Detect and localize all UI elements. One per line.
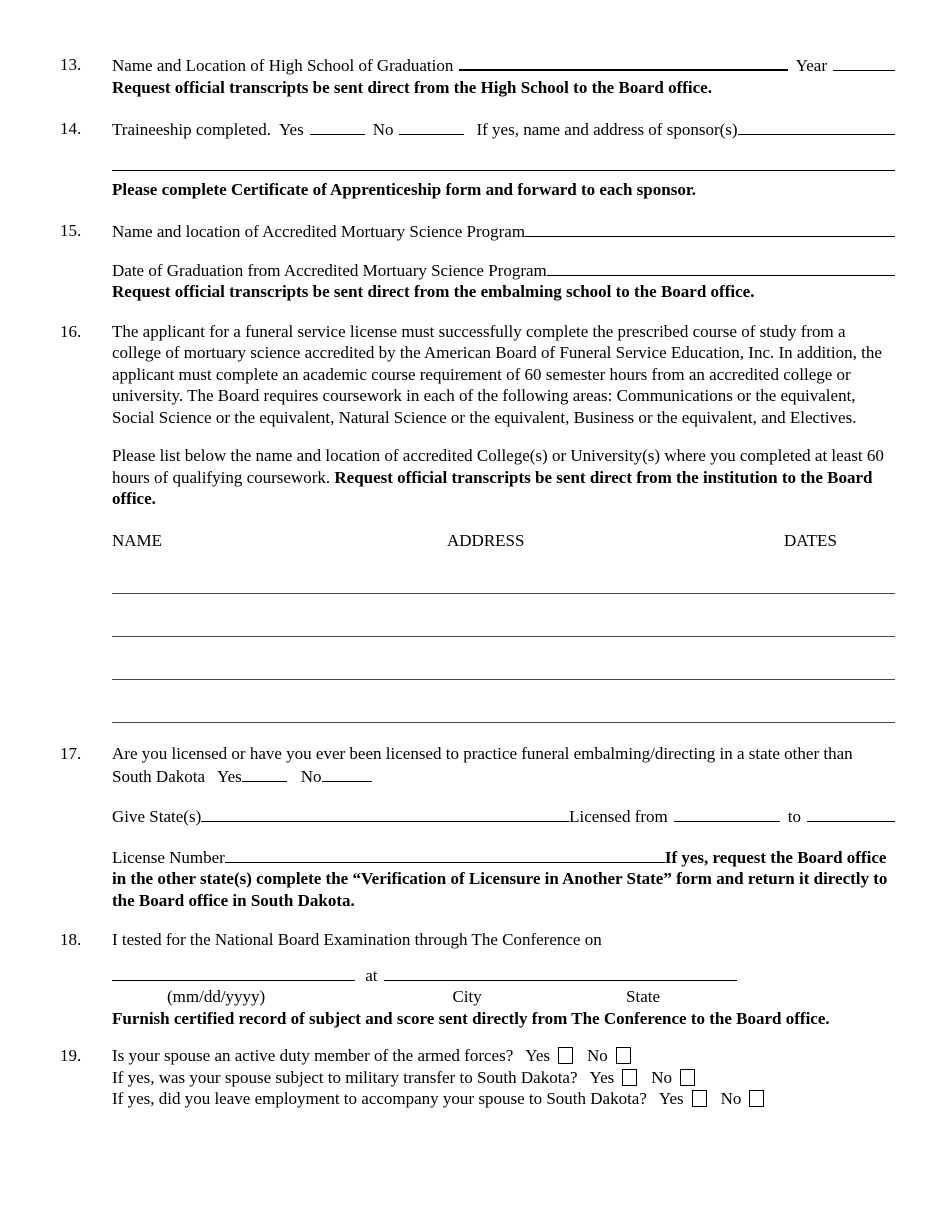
item-13 [60,54,895,98]
item-15 [60,220,895,303]
item-14-yes-label: Yes [278,120,304,139]
column-address-header: ADDRESS [447,530,525,550]
year-blank[interactable] [833,54,895,71]
spouse-active-duty-no-checkbox[interactable] [616,1047,631,1064]
item-15-line2 [112,259,895,282]
item-17 [60,743,895,911]
licensed-from-label: Licensed from [569,807,668,826]
leave-employment-yes-checkbox[interactable] [692,1090,707,1107]
row3-no-label: No [720,1089,742,1108]
column-name-header: NAME [112,530,163,550]
item-14-line [112,118,895,141]
row3-yes-label: Yes [658,1089,684,1108]
sponsor-name-blank[interactable] [738,118,895,135]
exam-location-blank[interactable] [384,964,737,981]
item-16-paragraph-2-note: Request official transcripts be sent direct from the institution to the Board office. [112,467,873,508]
item-17-note: If yes, request the Board office in the other state(s) complete the “Verification of Licensure in Another State” form and return it directly to the Board office in South Dakota. [112,847,888,910]
row1-no-label: No [587,1046,608,1065]
licensed-to-label: to [787,807,801,826]
military-transfer-question: If yes, was your spouse subject to military transfer to South Dakota? [112,1067,578,1087]
item-13-line [112,54,895,77]
item-15-line1 [112,220,895,243]
leave-employment-question: If yes, did you leave employment to accompany your spouse to South Dakota? [112,1089,647,1108]
item-15-number: 15. [60,221,82,240]
item-18-number: 18. [60,930,82,949]
military-transfer-yes-checkbox[interactable] [622,1069,637,1086]
column-dates-header: DATES [784,530,837,550]
item-19-row-1 [112,1045,895,1067]
at-label: at [365,965,378,985]
military-transfer-no-checkbox[interactable] [680,1069,695,1086]
item-17-no-label: No [300,766,322,786]
give-states-blank[interactable] [201,805,569,822]
item-18-exam-line [112,964,895,987]
licensed-other-state-yes-blank[interactable] [242,765,287,782]
item-18-note: Furnish certified record of subject and score sent directly from The Conference to the Board office. [112,1008,830,1028]
city-label: City [452,987,482,1006]
item-14-number: 14. [60,119,82,138]
college-row-line-1[interactable] [112,551,895,594]
traineeship-no-blank[interactable] [399,118,464,135]
license-number-label: License Number [112,847,225,867]
year-label: Year [795,56,827,75]
item-19-number: 19. [60,1046,82,1065]
high-school-blank[interactable] [459,54,787,71]
item-14-ifyes-label: If yes, name and address of sponsor(s) [476,120,738,139]
item-14-note: Please complete Certificate of Apprenticeship form and forward to each sponsor. [112,179,697,199]
item-16-paragraph-2 [112,445,895,510]
give-states-label: Give State(s) [112,807,202,826]
graduation-date-label: Date of Graduation from Accredited Mortuary Science Program [112,260,547,280]
mortuary-program-label: Name and location of Accredited Mortuary Science Program [112,222,526,241]
state-label: State [626,987,661,1006]
college-row-line-4[interactable] [112,680,895,723]
college-row-line-2[interactable] [112,594,895,637]
graduation-date-blank[interactable] [547,259,895,276]
item-14-no-label: No [372,120,394,139]
license-number-blank[interactable] [225,846,665,863]
item-18-sublabels [112,986,895,1008]
item-19 [60,1045,895,1110]
item-17-question-text: Are you licensed or have you ever been licensed to practice funeral embalming/directing in a state other than South Dakota [112,744,853,786]
date-format-label: (mm/dd/yyyy) [167,987,266,1006]
row1-yes-label: Yes [525,1046,550,1065]
item-15-note: Request official transcripts be sent direct from the embalming school to the Board office. [112,282,755,301]
licensed-from-blank[interactable] [674,805,780,822]
traineeship-yes-blank[interactable] [310,118,365,135]
item-17-question [112,743,895,787]
row2-no-label: No [651,1067,673,1087]
item-17-yes-label: Yes [217,766,242,786]
spouse-active-duty-question: Is your spouse an active duty member of the armed forces? [112,1046,514,1065]
licensed-other-state-no-blank[interactable] [322,765,372,782]
item-18-line1: I tested for the National Board Examination through The Conference on [112,930,602,949]
item-18 [60,929,895,1029]
item-13-label: Name and Location of High School of Graduation [112,56,454,75]
item-17-states-line [112,805,895,828]
mortuary-program-blank[interactable] [525,220,895,237]
item-16-paragraph-1: The applicant for a funeral service license must successfully complete the prescribed course of study from a college of mortuary science accredited by the American Board of Funeral Service Education, Inc. In addition, the applicant must complete an academic course requirement of 60 semester hours from an accredited college or university. The Board requires coursework in each of the following areas: Communications or the equivalent, Social Science or the equivalent, Natural Science or the equivalent, Business or the equivalent, and Electives. [112,321,882,427]
item-13-number: 13. [60,55,82,74]
item-14 [60,118,895,200]
item-13-note: Request official transcripts be sent direct from the High School to the Board office. [112,77,712,97]
spouse-active-duty-yes-checkbox[interactable] [558,1047,573,1064]
college-row-line-3[interactable] [112,637,895,680]
item-17-number: 17. [60,744,82,763]
leave-employment-no-checkbox[interactable] [749,1090,764,1107]
item-14-label: Traineeship completed. [112,120,271,139]
item-19-row-2 [112,1067,895,1089]
licensed-to-blank[interactable] [807,805,895,822]
item-16-paragraph-2-text: Please list below the name and location of accredited College(s) or University(s) where you completed at least 60 hours of qualifying coursework. [112,446,884,487]
item-16-number: 16. [60,321,82,341]
item-19-row-3 [112,1088,895,1110]
item-17-license-line [112,846,895,912]
exam-date-blank[interactable] [112,964,355,981]
sponsor-address-line[interactable] [112,141,895,171]
college-table-header [112,530,895,552]
item-16 [60,321,895,724]
row2-yes-label: Yes [589,1067,615,1087]
